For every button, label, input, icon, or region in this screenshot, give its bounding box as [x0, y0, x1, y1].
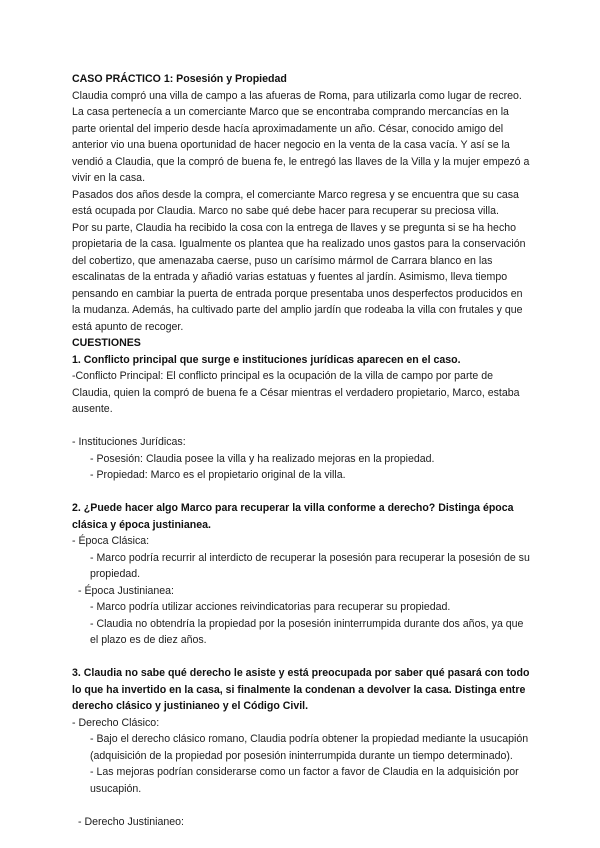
q3-clasico-label: - Derecho Clásico:	[72, 716, 160, 729]
q3-clasico-item-1: - Bajo el derecho clásico romano, Claudia podría obtener la propiedad mediante la usucapión (adquisición de la propiedad por posesión ininterrumpida durante un tiempo determinado).	[90, 733, 529, 762]
intro-paragraph-1: Claudia compró una villa de campo a las afueras de Roma, para utilizarla como lugar de recreo. La casa pertenecía a un comerciante Marco que se encontraba comprando mercancías en la parte oriental del imperio desde hacía aproximadamente un año. César, conocido amigo del anterior vio una buena oportunidad de hacer negocio en la venta de la casa vacía. Y así se la vendió a Claudia, que la compró de buena fe, le entregó las llaves de la Villa y la mujer empezó a vivir en la casa.	[72, 89, 530, 184]
question-3: 3. Claudia no sabe qué derecho le asiste y está preocupada por saber qué pasará con todo lo que ha invertido en la casa, si finalmente la condenan a devolver la casa. Distinga entre derecho clásico y justinianeo y el Código Civil.	[72, 667, 530, 712]
q1-conflict: -Conflicto Principal: El conflicto principal es la ocupación de la villa de campo por parte de Claudia, quien la compró de buena fe a César mientras el verdadero propietario, Marco, estaba ausente.	[72, 370, 520, 415]
q1-propiedad: - Propiedad: Marco es el propietario original de la villa.	[90, 469, 346, 481]
q2-justinianea-item-2: - Claudia no obtendría la propiedad por la posesión ininterrumpida durante dos años, ya que el plazo es de diez años.	[90, 617, 524, 646]
q2-clasica-item-1: - Marco podría recurrir al interdicto de recuperar la posesión para recuperar la posesión de su propiedad.	[90, 551, 530, 580]
q2-justinianea-label: - Época Justinianea:	[78, 584, 174, 597]
q1-instituciones-label: - Instituciones Jurídicas:	[72, 436, 186, 448]
cuestiones-heading: CUESTIONES	[72, 337, 141, 349]
q2-justinianea-item-1: - Marco podría utilizar acciones reivindicatorias para recuperar su propiedad.	[90, 601, 451, 613]
q3-justinianeo-label: - Derecho Justinianeo:	[78, 815, 184, 828]
question-1: 1. Conflicto principal que surge e instituciones jurídicas aparecen en el caso.	[72, 353, 461, 366]
intro-paragraph-2: Pasados dos años desde la compra, el comerciante Marco regresa y se encuentra que su casa está ocupada por Claudia. Marco no sabe qué debe hacer para recuperar su preciosa villa.	[72, 188, 519, 217]
q3-clasico-item-2: - Las mejoras podrían considerarse como un factor a favor de Claudia en la adquisición por usucapión.	[90, 766, 519, 795]
q2-clasica-label: - Época Clásica:	[72, 535, 150, 547]
q1-posesion: - Posesión: Claudia posee la villa y ha realizado mejoras en la propiedad.	[90, 452, 435, 465]
document-page	[72, 71, 532, 830]
intro-paragraph-3: Por su parte, Claudia ha recibido la cosa con la entrega de llaves y se pregunta si se ha hecho propietaria de la casa. Igualmente os plantea que ha realizado unos gastos para la conservación del cobertizo, que amenazaba caerse, puso un carísimo mármol de Carrara blanco en las escalinatas de la entrada y añadió varias estatuas y fuentes al jardín. Asimismo, lleva tiempo pensando en cambiar la puerta de entrada porque presentaba unos desperfectos producidos en la mudanza. Además, ha cultivado parte del amplio jardín que rodeaba la villa con frutales y que está apunto de recoger.	[72, 221, 526, 333]
case-title: CASO PRÁCTICO 1: Posesión y Propiedad	[72, 73, 287, 85]
question-2: 2. ¿Puede hacer algo Marco para recuperar la villa conforme a derecho? Distinga época clásica y época justinianea.	[72, 502, 514, 531]
